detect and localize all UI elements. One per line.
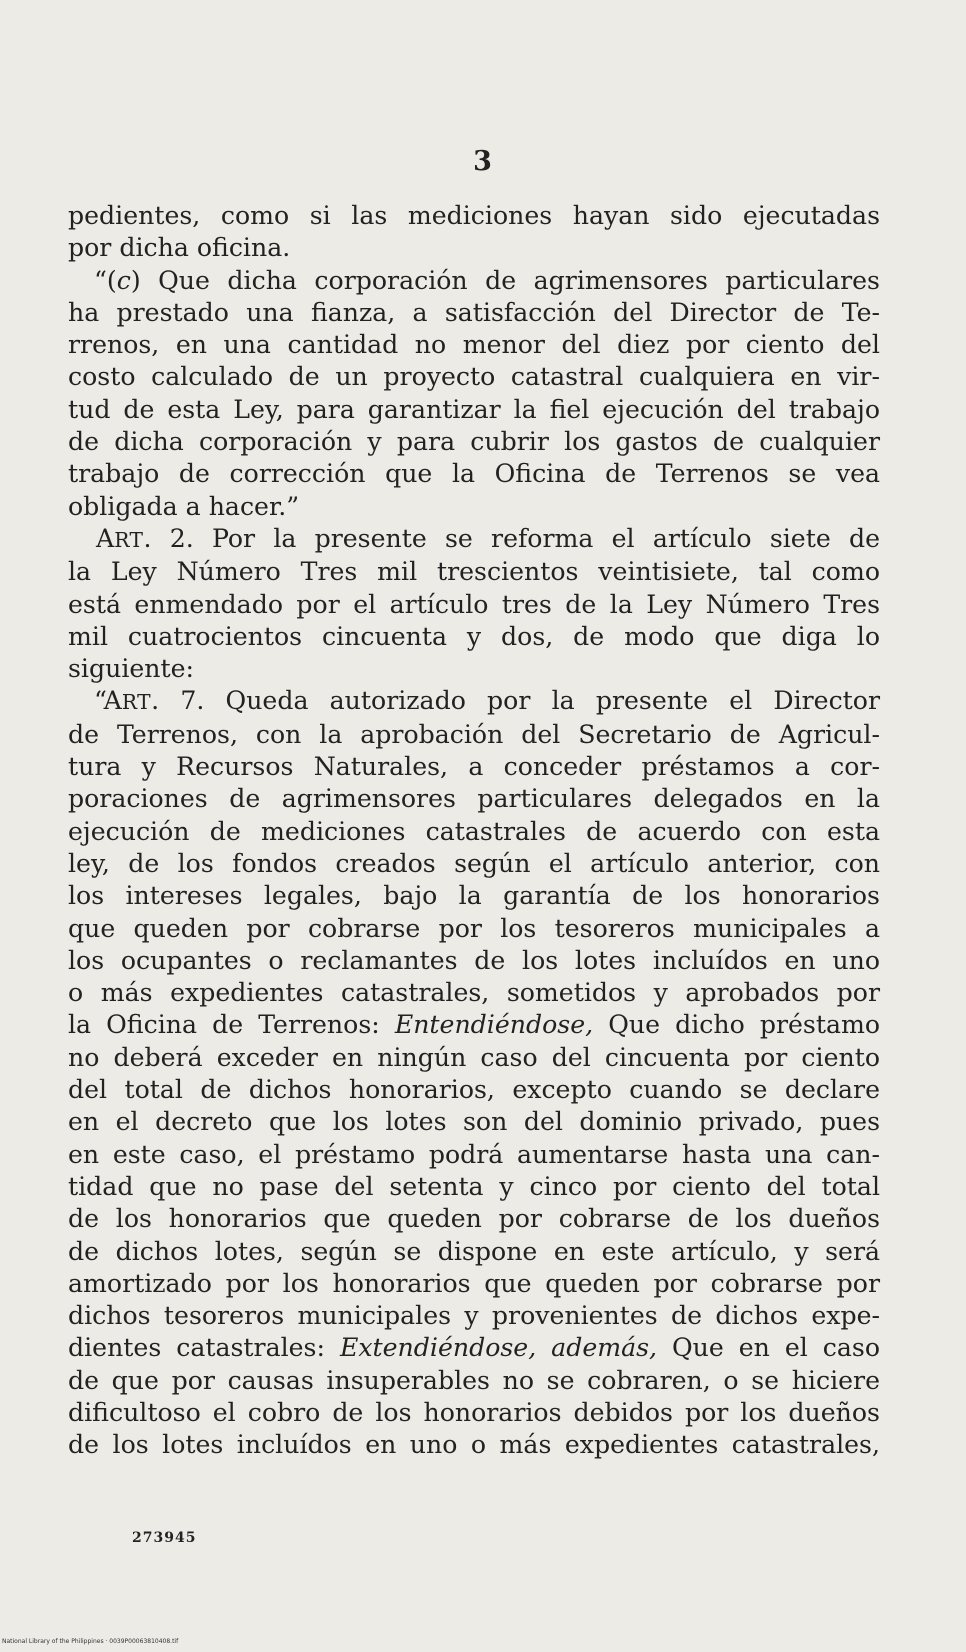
text-line: en este caso, el préstamo podrá aumentarse hasta una can- — [68, 1139, 880, 1169]
text-line: de los lotes incluídos en uno o más expedientes catastrales, — [68, 1430, 880, 1460]
text-line: de los honorarios que queden por cobrarse de los dueños — [68, 1204, 880, 1234]
text-line: dichos tesoreros municipales y provenientes de dichos expe- — [68, 1301, 880, 1331]
text-line: obligada a hacer.” — [68, 491, 300, 521]
body-text — [68, 200, 880, 1462]
text-line: que queden por cobrarse por los tesoreros municipales a — [68, 913, 880, 943]
text-line: costo calculado de un proyecto catastral cualquiera en vir- — [68, 362, 880, 392]
text-line: ley, de los fondos creados según el artículo anterior, con — [68, 848, 880, 878]
page-number: 3 — [473, 146, 493, 177]
text-line: dificultoso el cobro de los honorarios debidos por los dueños — [68, 1397, 880, 1427]
text-line: de dichos lotes, según se dispone en este artículo, y será — [68, 1236, 880, 1266]
text-line: los intereses legales, bajo la garantía de los honorarios — [68, 881, 880, 911]
text-line: del total de dichos honorarios, excepto cuando se declare — [68, 1075, 880, 1105]
text-line: “(c) Que dicha corporación de agrimensores particulares — [94, 265, 880, 295]
text-line: rrenos, en una cantidad no menor del diez por ciento del — [68, 330, 880, 360]
text-line: ART. 2. Por la presente se reforma el artículo siete de — [96, 523, 880, 553]
text-line: mil cuatrocientos cincuenta y dos, de modo que diga lo — [68, 621, 880, 651]
text-line: de Terrenos, con la aprobación del Secretario de Agricul- — [68, 719, 880, 749]
text-line: siguiente: — [68, 654, 195, 684]
text-line: pedientes, como si las mediciones hayan sido ejecutadas — [68, 201, 880, 230]
text-line: en el decreto que los lotes son del dominio privado, pues — [68, 1107, 880, 1137]
text-line: ejecución de mediciones catastrales de acuerdo con esta — [68, 816, 880, 846]
source-caption: National Library of the Philippines · 0039P00063810408.tif — [2, 1638, 179, 1645]
text-line: ha prestado una fianza, a satisfacción del Director de Te- — [68, 297, 880, 327]
text-line: o más expedientes catastrales, sometidos y aprobados por — [68, 978, 880, 1008]
text-line: de dicha corporación y para cubrir los gastos de cualquier — [68, 427, 880, 457]
text-line: tura y Recursos Naturales, a conceder préstamos a cor- — [68, 752, 880, 782]
text-line: de que por causas insuperables no se cobraren, o se hiciere — [68, 1365, 880, 1395]
text-line: la Ley Número Tres mil trescientos veintisiete, tal como — [68, 557, 880, 587]
text-line: tud de esta Ley, para garantizar la fiel ejecución del trabajo — [68, 394, 880, 424]
text-line: trabajo de corrección que la Oficina de Terrenos se vea — [68, 459, 880, 489]
text-line: tidad que no pase del setenta y cinco por ciento del total — [68, 1171, 880, 1201]
text-line: dientes catastrales: Extendiéndose, además, Que en el caso — [68, 1333, 880, 1363]
text-line: está enmendado por el artículo tres de la Ley Número Tres — [68, 589, 880, 619]
document-code: 273945 — [132, 1530, 197, 1546]
text-line: la Oficina de Terrenos: Entendiéndose, Que dicho préstamo — [68, 1010, 881, 1040]
text-line: poraciones de agrimensores particulares delegados en la — [68, 784, 880, 814]
text-line: amortizado por los honorarios que queden por cobrarse por — [68, 1268, 880, 1298]
text-line: no deberá exceder en ningún caso del cincuenta por ciento — [68, 1042, 880, 1072]
text-line: por dicha oficina. — [68, 233, 291, 263]
text-line: “ART. 7. Queda autorizado por la presente el Director — [94, 686, 880, 716]
text-line: los ocupantes o reclamantes de los lotes incluídos en uno — [68, 945, 880, 975]
